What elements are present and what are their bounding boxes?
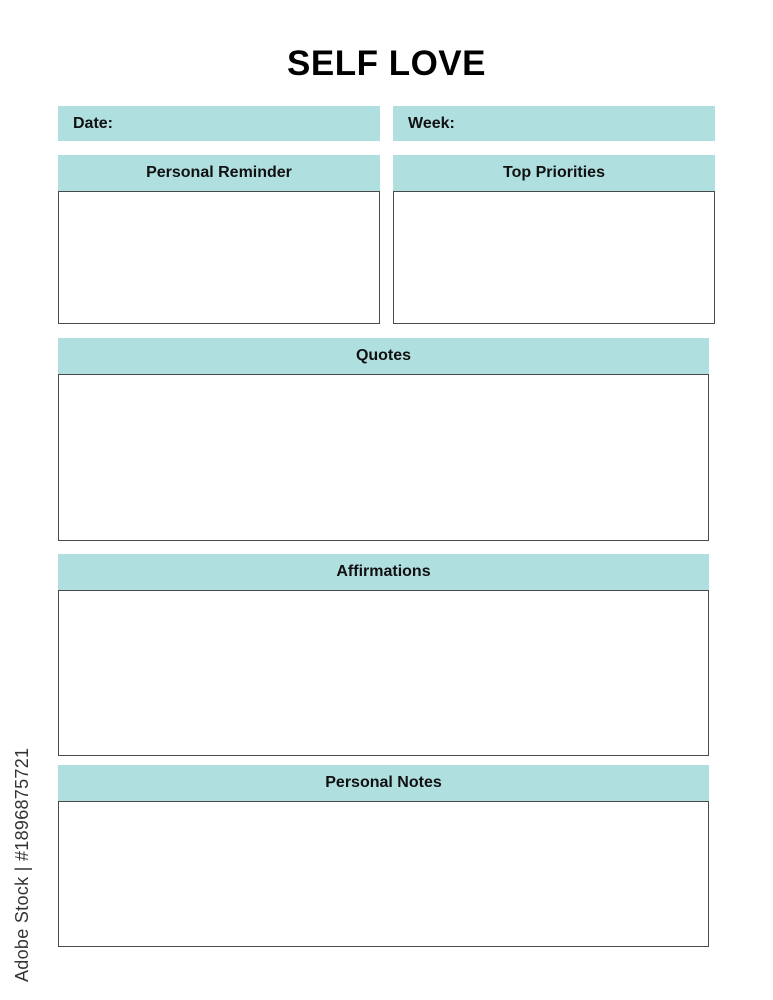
personal-notes-box[interactable] xyxy=(58,801,709,947)
week-field[interactable] xyxy=(393,106,715,141)
personal-notes-label: Personal Notes xyxy=(325,774,442,791)
date-field[interactable] xyxy=(58,106,380,141)
personal-notes-header xyxy=(58,765,709,801)
affirmations-box[interactable] xyxy=(58,590,709,756)
personal-reminder-box[interactable] xyxy=(58,191,380,324)
affirmations-header xyxy=(58,554,709,590)
date-label: Date: xyxy=(73,114,114,132)
affirmations-label: Affirmations xyxy=(336,563,431,580)
quotes-label: Quotes xyxy=(355,347,412,364)
personal-reminder-label: Personal Reminder xyxy=(146,164,292,181)
stock-id-text: Adobe Stock | #1896875721 xyxy=(12,747,32,982)
quotes-box[interactable] xyxy=(58,374,709,541)
top-priorities-label: Top Priorities xyxy=(503,164,605,181)
top-priorities-box[interactable] xyxy=(393,191,715,324)
page-title: SELF LOVE xyxy=(287,44,486,83)
personal-reminder-header xyxy=(58,155,380,191)
quotes-header xyxy=(58,338,709,374)
top-priorities-header xyxy=(393,155,715,191)
week-label: Week: xyxy=(408,114,455,132)
